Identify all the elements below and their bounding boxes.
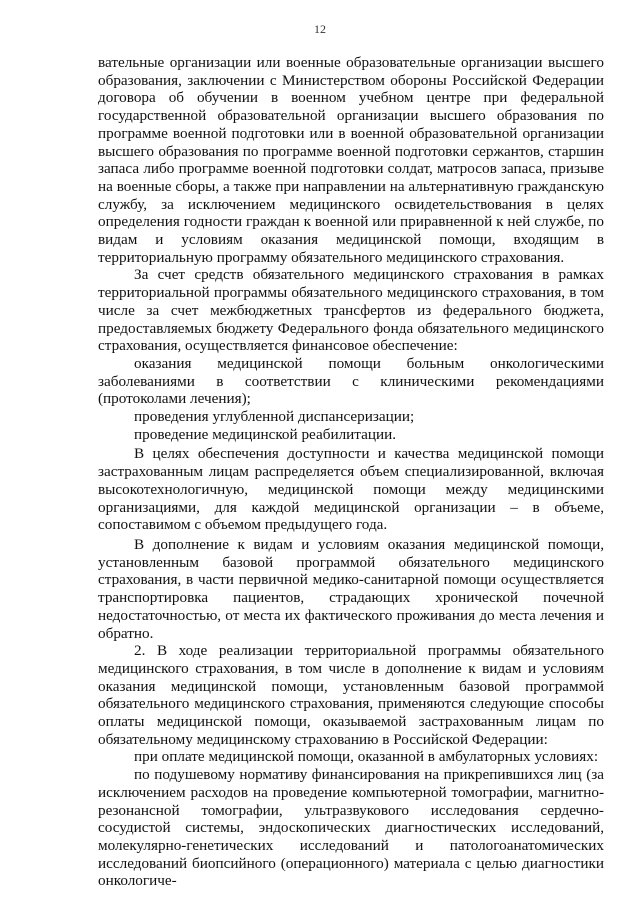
list-item-rehabilitation: проведение медицинской реабилитации. bbox=[134, 425, 397, 443]
paragraph-funding-intro: За счет средств обязательного медицинского страхования в рамках территориальной программы обязательного медицинского страхования, в том числе за счет межбюджетных трансфертов из федерального бюджета, предоставляемых бюджету Федерального фонда обязательного медицинского страхования, осуществляется финансовое обеспечение: bbox=[98, 266, 604, 355]
paragraph-per-capita: по подушевому нормативу финансирования на прикрепившихся лиц (за исключением расходов на проведение компьютерной томографии, магнитно-резонансной томографии, ультразвукового исследования сердечно-сосудистой системы, эндоскопических диагностических исследований, молекулярно-генетических исследований и патологоанатомических исследований биопсийного (операционного) материала с целью диагностики онкологиче- bbox=[98, 766, 604, 890]
paragraph-transportation: В дополнение к видам и условиям оказания медицинской помощи, установленным базовой программой обязательного медицинского страхования, в части первичной медико-санитарной помощи осуществляется транспортировка пациентов, страдающих хронической почечной недостаточностью, от места их фактического проживания до места лечения и обратно. bbox=[98, 535, 604, 642]
page-number: 12 bbox=[314, 22, 326, 36]
paragraph-continuation: вательные организации или военные образовательные организации высшего образования, заключении с Министерством обороны Российской Федерации договора об обучении в военном учебном центре при федеральной государственной образовательной организации высшего образования по программе военной подготовки или в военной образовательной организации высшего образования по программе военной подготовки сержантов, старшин запаса либо программе военной подготовки солдат, матросов запаса, призыве на военные сборы, а также при направлении на альтернативную гражданскую службу, за исключением медицинского освидетельствования в целях определения годности граждан к военной или приравненной к ней службе, по видам и условиям оказания медицинской помощи, входящим в территориальную программу обязательного медицинского страхования. bbox=[98, 54, 604, 266]
paragraph-volume-distribution: В целях обеспечения доступности и качества медицинской помощи застрахованным лицам распределяется объем специализированной, включая высокотехнологичную, медицинской помощи между медицинскими организациями, для каждой медицинской организации – в объеме, сопоставимом с объемом предыдущего года. bbox=[98, 445, 604, 534]
paragraph-payment-methods: 2. В ходе реализации территориальной программы обязательного медицинского страхования, в том числе в дополнение к видам и условиям оказания медицинской помощи, установленным базовой программой обязательного медицинского страхования, применяются следующие способы оплаты медицинской помощи, оказываемой застрахованным лицам по обязательному медицинскому страхованию в Российской Федерации: bbox=[98, 642, 604, 748]
list-item-oncology: оказания медицинской помощи больным онкологическими заболеваниями в соответствии с клиническими рекомендациями (протоколами лечения); bbox=[98, 354, 604, 408]
list-item-dispensary: проведения углубленной диспансеризации; bbox=[134, 408, 415, 426]
paragraph-outpatient-payment: при оплате медицинской помощи, оказанной в амбулаторных условиях: bbox=[134, 748, 599, 766]
document-body bbox=[98, 54, 604, 890]
